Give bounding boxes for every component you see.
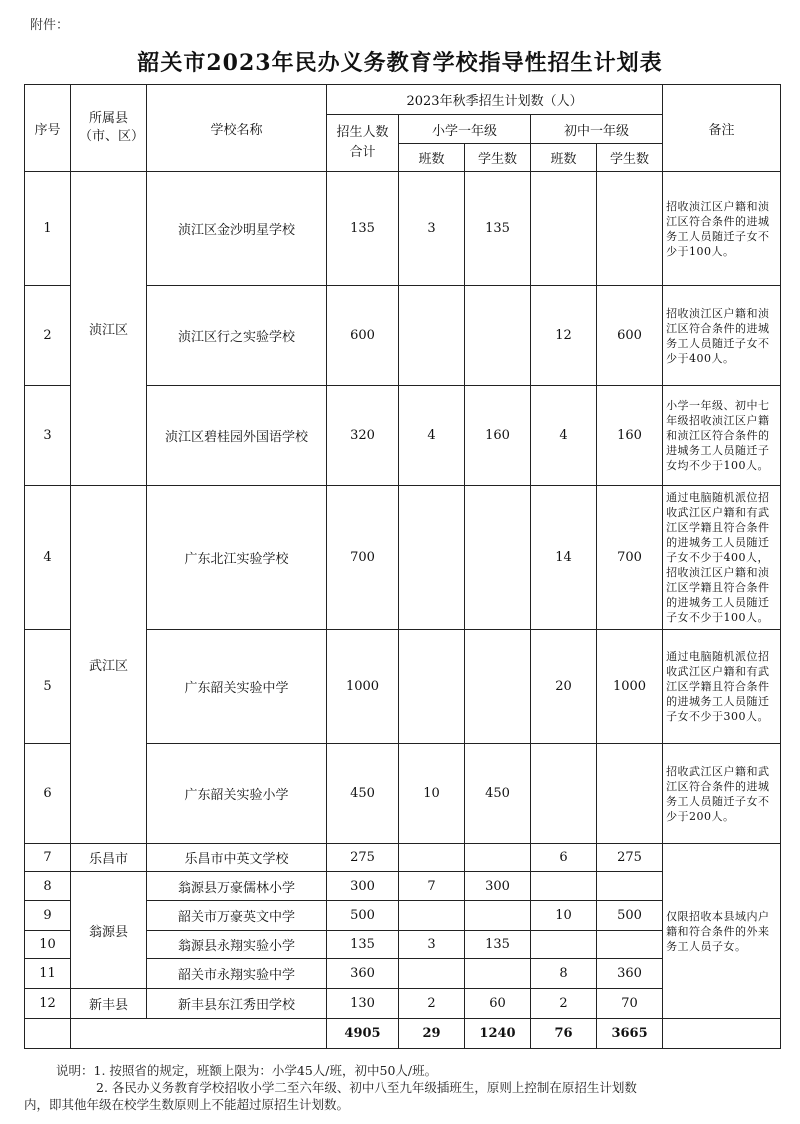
junior-classes <box>531 931 597 959</box>
header-county: 所属县（市、区） <box>71 85 147 172</box>
total-junior-students: 3665 <box>597 1019 663 1049</box>
junior-classes: 12 <box>531 286 597 386</box>
note-line-2: 2. 各民办义务教育学校招收小学二至六年级、初中八至九年级插班生，原则上控制在原招生计划数 <box>96 1080 637 1095</box>
total-junior-classes: 76 <box>531 1019 597 1049</box>
row-seq: 1 <box>25 172 71 286</box>
junior-classes: 14 <box>531 486 597 630</box>
header-plan-group: 2023年秋季招生计划数（人） <box>327 85 663 115</box>
remark-text: 招收浈江区户籍和浈江区符合条件的进城务工人员随迁子女不少于400人。 <box>663 286 781 386</box>
primary-students <box>465 901 531 931</box>
county-cell: 浈江区 <box>71 172 147 486</box>
junior-students: 275 <box>597 844 663 872</box>
school-name: 翁源县万豪儒林小学 <box>147 872 327 901</box>
junior-classes <box>531 172 597 286</box>
junior-students: 600 <box>597 286 663 386</box>
primary-classes: 10 <box>399 744 465 844</box>
remark-text: 通过电脑随机派位招收武江区户籍和有武江区学籍且符合条件的进城务工人员随迁子女不少于400人，招收浈江区户籍和浈江区学籍且符合条件的进城务工人员随迁子女不少于100人。 <box>663 486 781 630</box>
school-name: 韶关市永翔实验中学 <box>147 959 327 989</box>
primary-classes <box>399 286 465 386</box>
row-seq: 4 <box>25 486 71 630</box>
row-seq: 11 <box>25 959 71 989</box>
total-count: 450 <box>327 744 399 844</box>
junior-students <box>597 931 663 959</box>
totals-row <box>25 1019 781 1049</box>
school-name: 韶关市万豪英文中学 <box>147 901 327 931</box>
primary-students: 60 <box>465 989 531 1019</box>
school-name: 乐昌市中英文学校 <box>147 844 327 872</box>
total-count: 130 <box>327 989 399 1019</box>
total-count: 1000 <box>327 630 399 744</box>
row-seq: 9 <box>25 901 71 931</box>
row-seq: 2 <box>25 286 71 386</box>
page-title: 韶关市2023年民办义务教育学校指导性招生计划表 <box>137 50 663 76</box>
primary-classes: 7 <box>399 872 465 901</box>
junior-classes <box>531 872 597 901</box>
total-count: 500 <box>327 901 399 931</box>
total-count: 300 <box>327 872 399 901</box>
primary-students: 450 <box>465 744 531 844</box>
junior-students: 700 <box>597 486 663 630</box>
junior-classes: 20 <box>531 630 597 744</box>
primary-classes: 3 <box>399 172 465 286</box>
row-seq: 5 <box>25 630 71 744</box>
junior-classes: 10 <box>531 901 597 931</box>
junior-students: 160 <box>597 386 663 486</box>
header-junior: 初中一年级 <box>531 115 663 144</box>
total-count: 360 <box>327 959 399 989</box>
junior-students: 1000 <box>597 630 663 744</box>
junior-students <box>597 744 663 844</box>
row-seq: 6 <box>25 744 71 844</box>
primary-classes: 2 <box>399 989 465 1019</box>
header-school: 学校名称 <box>147 85 327 172</box>
shared-remark-text: 仅限招收本县域内户籍和符合条件的外来务工人员子女。 <box>663 844 781 1019</box>
school-name: 翁源县永翔实验小学 <box>147 931 327 959</box>
primary-students: 300 <box>465 872 531 901</box>
total-count: 320 <box>327 386 399 486</box>
header-junior-classes: 班数 <box>531 144 597 172</box>
total-count: 275 <box>327 844 399 872</box>
junior-students: 360 <box>597 959 663 989</box>
total-count: 135 <box>327 172 399 286</box>
primary-classes: 3 <box>399 931 465 959</box>
county-cell: 武江区 <box>71 486 147 844</box>
remark-text: 小学一年级、初中七年级招收浈江区户籍和浈江区符合条件的进城务工人员随迁子女均不少于100人。 <box>663 386 781 486</box>
header-total: 招生人数合计 <box>327 115 399 172</box>
remark-text: 招收武江区户籍和武江区符合条件的进城务工人员随迁子女不少于200人。 <box>663 744 781 844</box>
primary-students: 135 <box>465 931 531 959</box>
header-remark: 备注 <box>663 85 781 172</box>
header-primary-students: 学生数 <box>465 144 531 172</box>
school-name: 浈江区碧桂园外国语学校 <box>147 386 327 486</box>
school-name: 广东韶关实验小学 <box>147 744 327 844</box>
grand-total: 4905 <box>327 1019 399 1049</box>
junior-students <box>597 872 663 901</box>
row-seq: 10 <box>25 931 71 959</box>
primary-students: 160 <box>465 386 531 486</box>
junior-classes: 6 <box>531 844 597 872</box>
primary-classes <box>399 844 465 872</box>
total-primary-students: 1240 <box>465 1019 531 1049</box>
junior-students <box>597 172 663 286</box>
primary-students <box>465 959 531 989</box>
junior-students: 70 <box>597 989 663 1019</box>
row-seq: 3 <box>25 386 71 486</box>
school-name: 广东北江实验学校 <box>147 486 327 630</box>
county-cell: 翁源县 <box>71 872 147 989</box>
table-row <box>25 486 781 630</box>
primary-classes: 4 <box>399 386 465 486</box>
school-name: 新丰县东江秀田学校 <box>147 989 327 1019</box>
note-line-2-continued: 内，即其他年级在校学生数原则上不能超过原招生计划数。 <box>24 1097 350 1112</box>
county-cell: 乐昌市 <box>71 844 147 872</box>
table-row <box>25 172 781 286</box>
total-count: 135 <box>327 931 399 959</box>
row-seq: 8 <box>25 872 71 901</box>
header-primary: 小学一年级 <box>399 115 531 144</box>
primary-students <box>465 286 531 386</box>
junior-classes <box>531 744 597 844</box>
junior-classes: 8 <box>531 959 597 989</box>
total-primary-classes: 29 <box>399 1019 465 1049</box>
row-seq: 7 <box>25 844 71 872</box>
total-count: 600 <box>327 286 399 386</box>
attachment-label: 附件： <box>30 18 70 33</box>
school-name: 广东韶关实验中学 <box>147 630 327 744</box>
primary-students <box>465 630 531 744</box>
school-name: 浈江区金沙明星学校 <box>147 172 327 286</box>
header-junior-students: 学生数 <box>597 144 663 172</box>
primary-students <box>465 486 531 630</box>
enrollment-plan-table <box>24 84 781 1049</box>
remark-text: 通过电脑随机派位招收武江区户籍和有武江区学籍且符合条件的进城务工人员随迁子女不少于300人。 <box>663 630 781 744</box>
primary-classes <box>399 959 465 989</box>
junior-classes: 2 <box>531 989 597 1019</box>
primary-classes <box>399 486 465 630</box>
junior-students: 500 <box>597 901 663 931</box>
primary-students: 135 <box>465 172 531 286</box>
header-seq: 序号 <box>25 85 71 172</box>
county-cell: 新丰县 <box>71 989 147 1019</box>
total-count: 700 <box>327 486 399 630</box>
note-line-1: 说明：1. 按照省的规定，班额上限为：小学45人/班，初中50人/班。 <box>56 1063 438 1078</box>
table-row <box>25 844 781 872</box>
row-seq: 12 <box>25 989 71 1019</box>
primary-classes <box>399 901 465 931</box>
header-primary-classes: 班数 <box>399 144 465 172</box>
notes-section <box>24 1062 784 1113</box>
primary-classes <box>399 630 465 744</box>
school-name: 浈江区行之实验学校 <box>147 286 327 386</box>
remark-text: 招收浈江区户籍和浈江区符合条件的进城务工人员随迁子女不少于100人。 <box>663 172 781 286</box>
primary-students <box>465 844 531 872</box>
junior-classes: 4 <box>531 386 597 486</box>
